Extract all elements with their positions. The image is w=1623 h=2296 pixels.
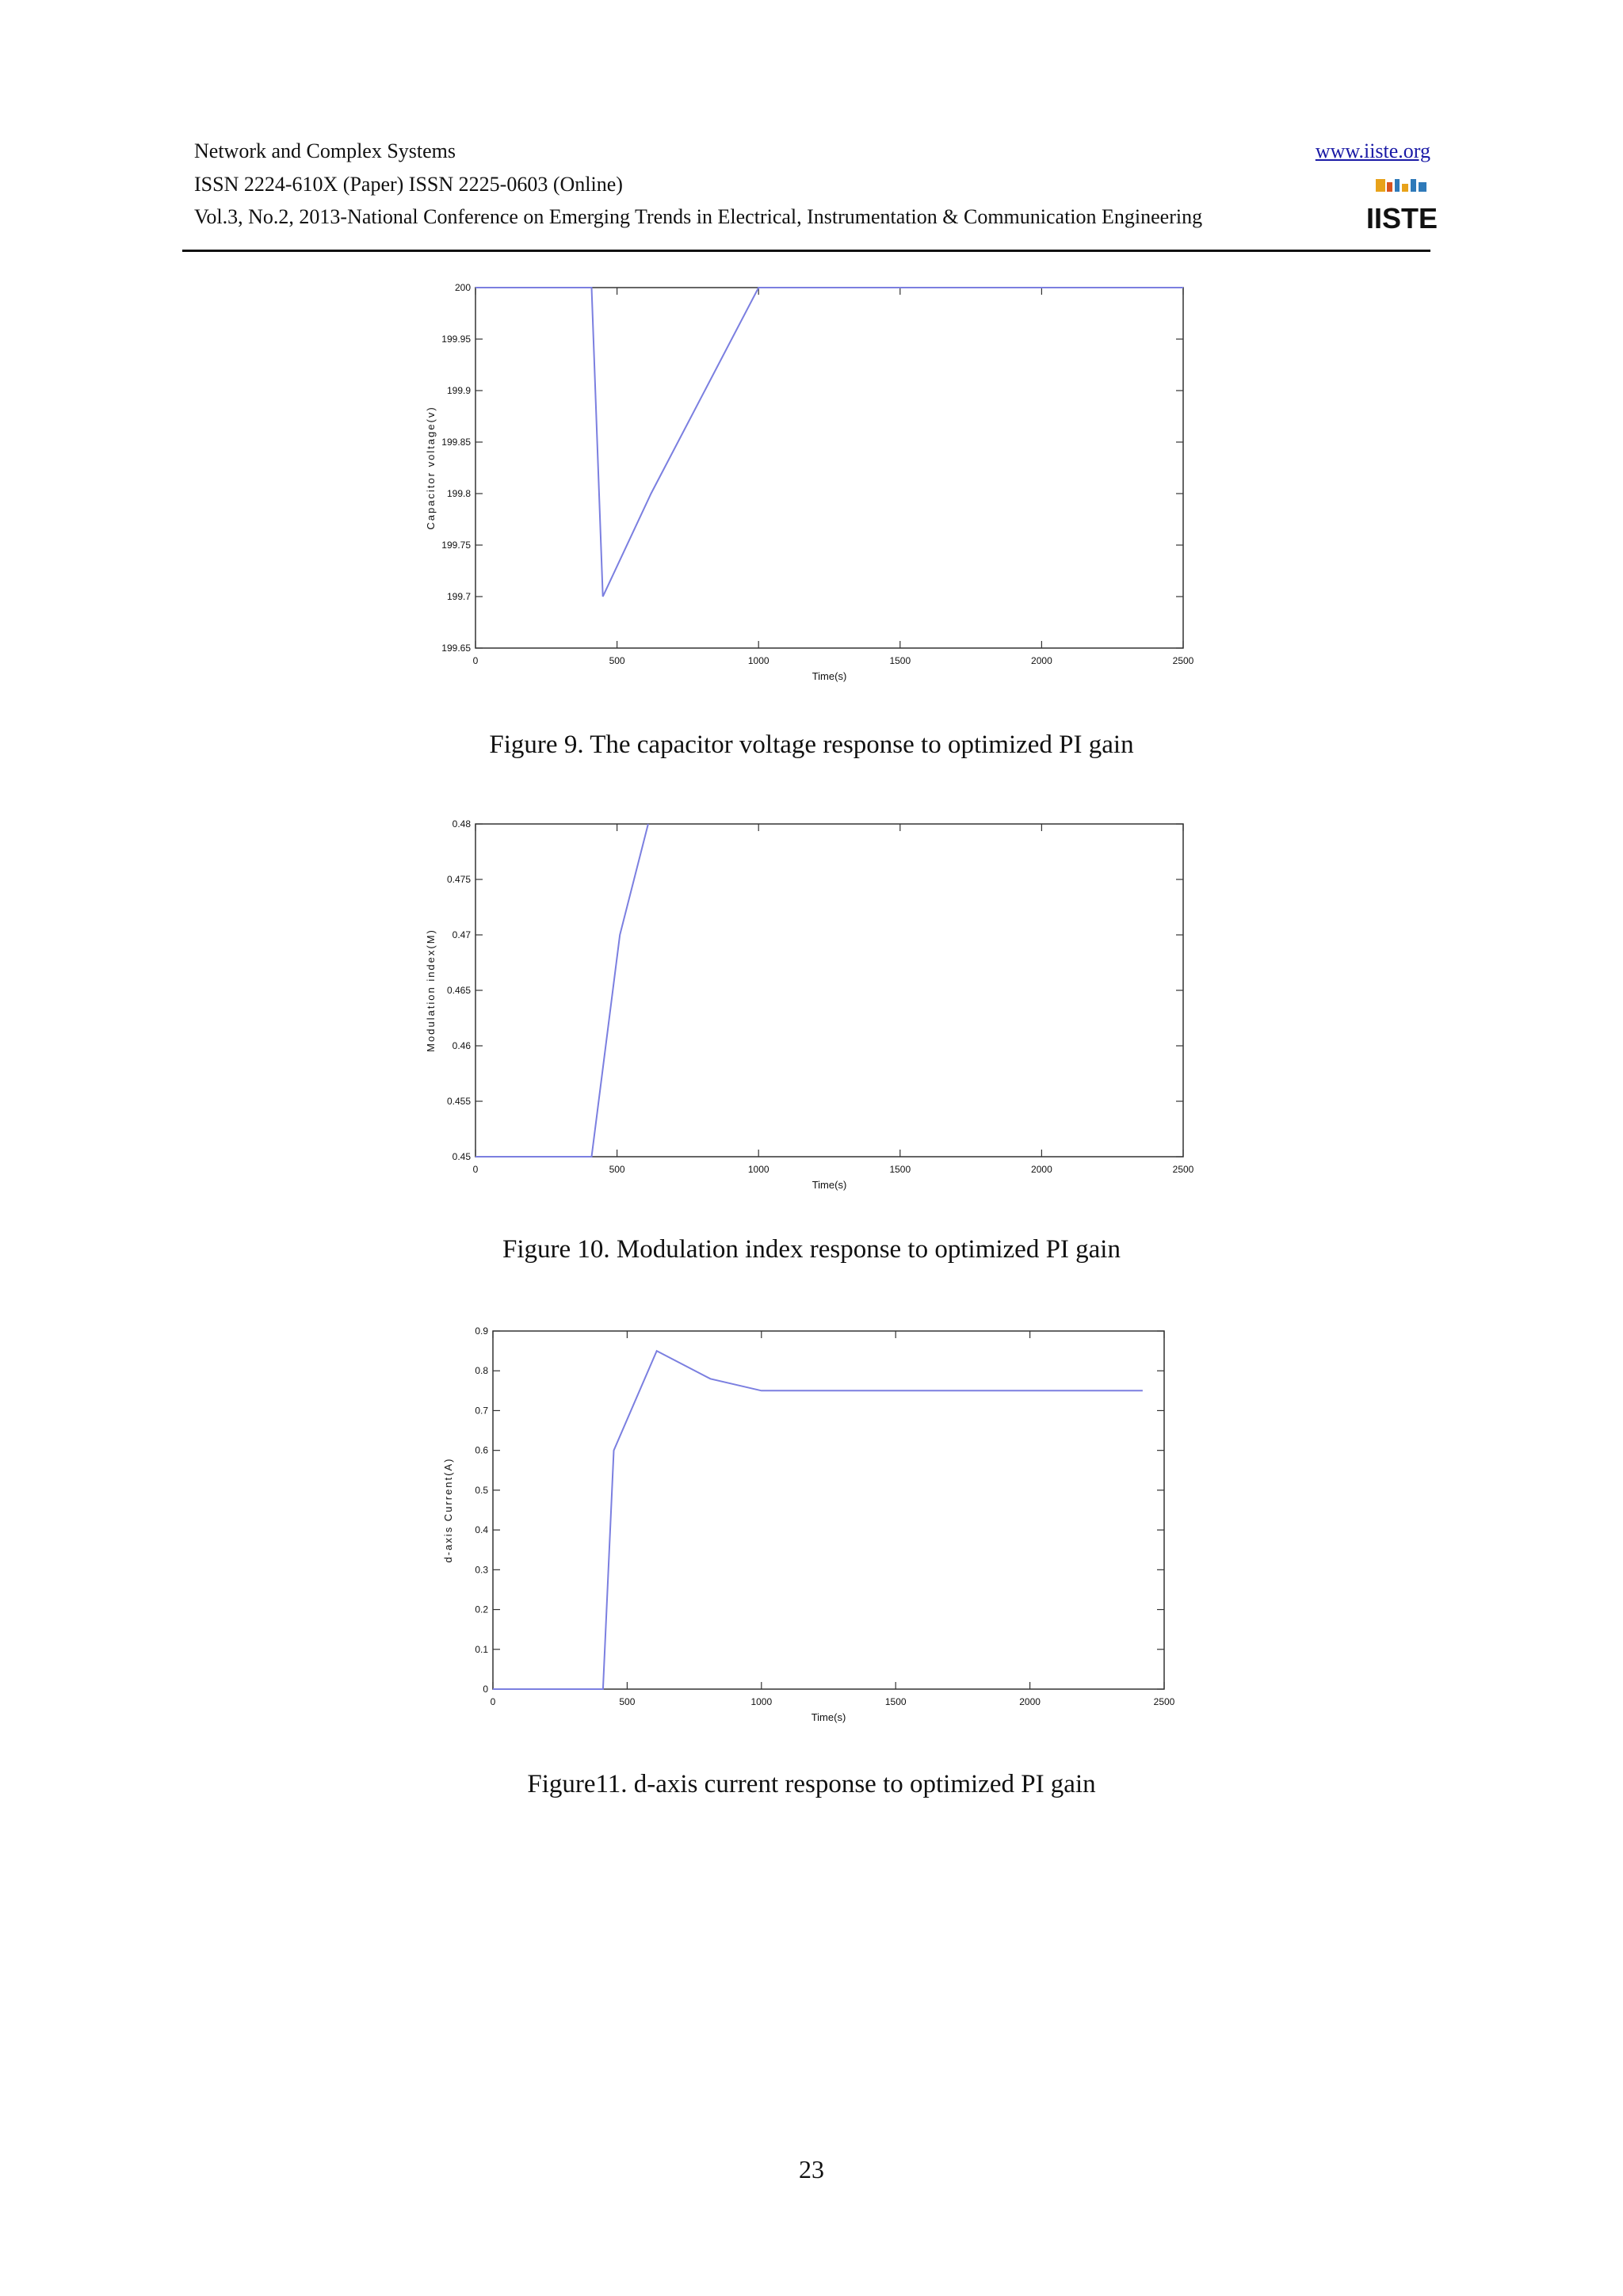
volume-line: Vol.3, No.2, 2013-National Conference on Emerging Trends in Electrical, Instrumentation & Communication Engineering <box>194 205 1203 228</box>
y-tick-label: 0.2 <box>475 1604 488 1615</box>
y-tick-label: 0.6 <box>475 1444 488 1456</box>
x-axis-label: Time(s) <box>811 1711 846 1723</box>
y-tick-label: 0.4 <box>475 1524 488 1536</box>
y-tick-label: 0.5 <box>475 1484 488 1496</box>
y-tick-label: 199.7 <box>446 591 471 602</box>
issn-line: ISSN 2224-610X (Paper) ISSN 2225-0603 (Online) <box>194 173 623 196</box>
y-tick-label: 199.95 <box>441 334 471 345</box>
x-tick-label: 2000 <box>1019 1696 1041 1707</box>
y-tick-label: 0 <box>483 1684 488 1695</box>
chart-capacitor-voltage <box>425 282 1194 682</box>
chart-d-axis-current <box>442 1325 1175 1723</box>
y-tick-label: 0.46 <box>452 1040 471 1051</box>
y-axis-label: Modulation index(M) <box>425 929 437 1052</box>
logo-text: IISTE <box>1365 202 1438 235</box>
y-tick-label: 199.65 <box>441 643 471 654</box>
y-axis-label: d-axis Current(A) <box>442 1457 454 1563</box>
x-tick-label: 2000 <box>1031 1164 1052 1175</box>
x-axis-label: Time(s) <box>812 670 847 682</box>
y-tick-label: 199.8 <box>446 488 471 499</box>
y-tick-label: 0.47 <box>452 929 471 940</box>
y-tick-label: 199.85 <box>441 437 471 448</box>
x-tick-label: 500 <box>619 1696 636 1707</box>
x-tick-label: 1500 <box>884 1696 907 1707</box>
x-tick-label: 2500 <box>1153 1696 1175 1707</box>
x-tick-label: 500 <box>609 655 625 666</box>
y-tick-label: 200 <box>454 282 471 293</box>
x-tick-label: 1000 <box>750 1696 773 1707</box>
y-tick-label: 0.7 <box>475 1405 488 1417</box>
x-tick-label: 1000 <box>747 1164 769 1175</box>
y-axis-label: Capacitor voltage(v) <box>425 406 437 530</box>
y-tick-label: 0.465 <box>446 985 471 996</box>
website-link[interactable]: www.iiste.org <box>1315 139 1430 162</box>
y-tick-label: 0.455 <box>446 1096 471 1107</box>
figure-10-caption: Figure 10. Modulation index response to optimized PI gain <box>502 1235 1121 1264</box>
chart-modulation-index <box>425 818 1194 1191</box>
x-tick-label: 0 <box>490 1696 496 1707</box>
y-tick-label: 0.475 <box>446 874 471 885</box>
y-tick-label: 0.3 <box>475 1564 488 1576</box>
x-tick-label: 2500 <box>1172 1164 1194 1175</box>
x-tick-label: 1500 <box>889 655 911 666</box>
figure-9-caption: Figure 9. The capacitor voltage response to optimized PI gain <box>489 730 1134 759</box>
y-tick-label: 0.8 <box>475 1365 488 1377</box>
journal-name: Network and Complex Systems <box>194 139 456 162</box>
y-tick-label: 199.75 <box>441 540 471 551</box>
y-tick-label: 0.45 <box>452 1151 471 1162</box>
x-tick-label: 0 <box>472 1164 479 1175</box>
x-tick-label: 0 <box>472 655 479 666</box>
plot-frame <box>493 1331 1164 1689</box>
plot-frame <box>475 824 1183 1157</box>
x-tick-label: 2000 <box>1031 655 1052 666</box>
y-tick-label: 0.48 <box>452 818 471 830</box>
plot-frame <box>475 288 1183 648</box>
x-tick-label: 1500 <box>889 1164 911 1175</box>
x-tick-label: 500 <box>609 1164 625 1175</box>
figure-11-caption: Figure11. d-axis current response to optimized PI gain <box>527 1770 1096 1798</box>
x-tick-label: 2500 <box>1172 655 1194 666</box>
y-tick-label: 0.1 <box>475 1643 488 1655</box>
x-axis-label: Time(s) <box>812 1179 847 1191</box>
page-number: 23 <box>799 2155 824 2183</box>
y-tick-label: 199.9 <box>446 385 471 396</box>
x-tick-label: 1000 <box>747 655 769 666</box>
y-tick-label: 0.9 <box>475 1325 488 1337</box>
